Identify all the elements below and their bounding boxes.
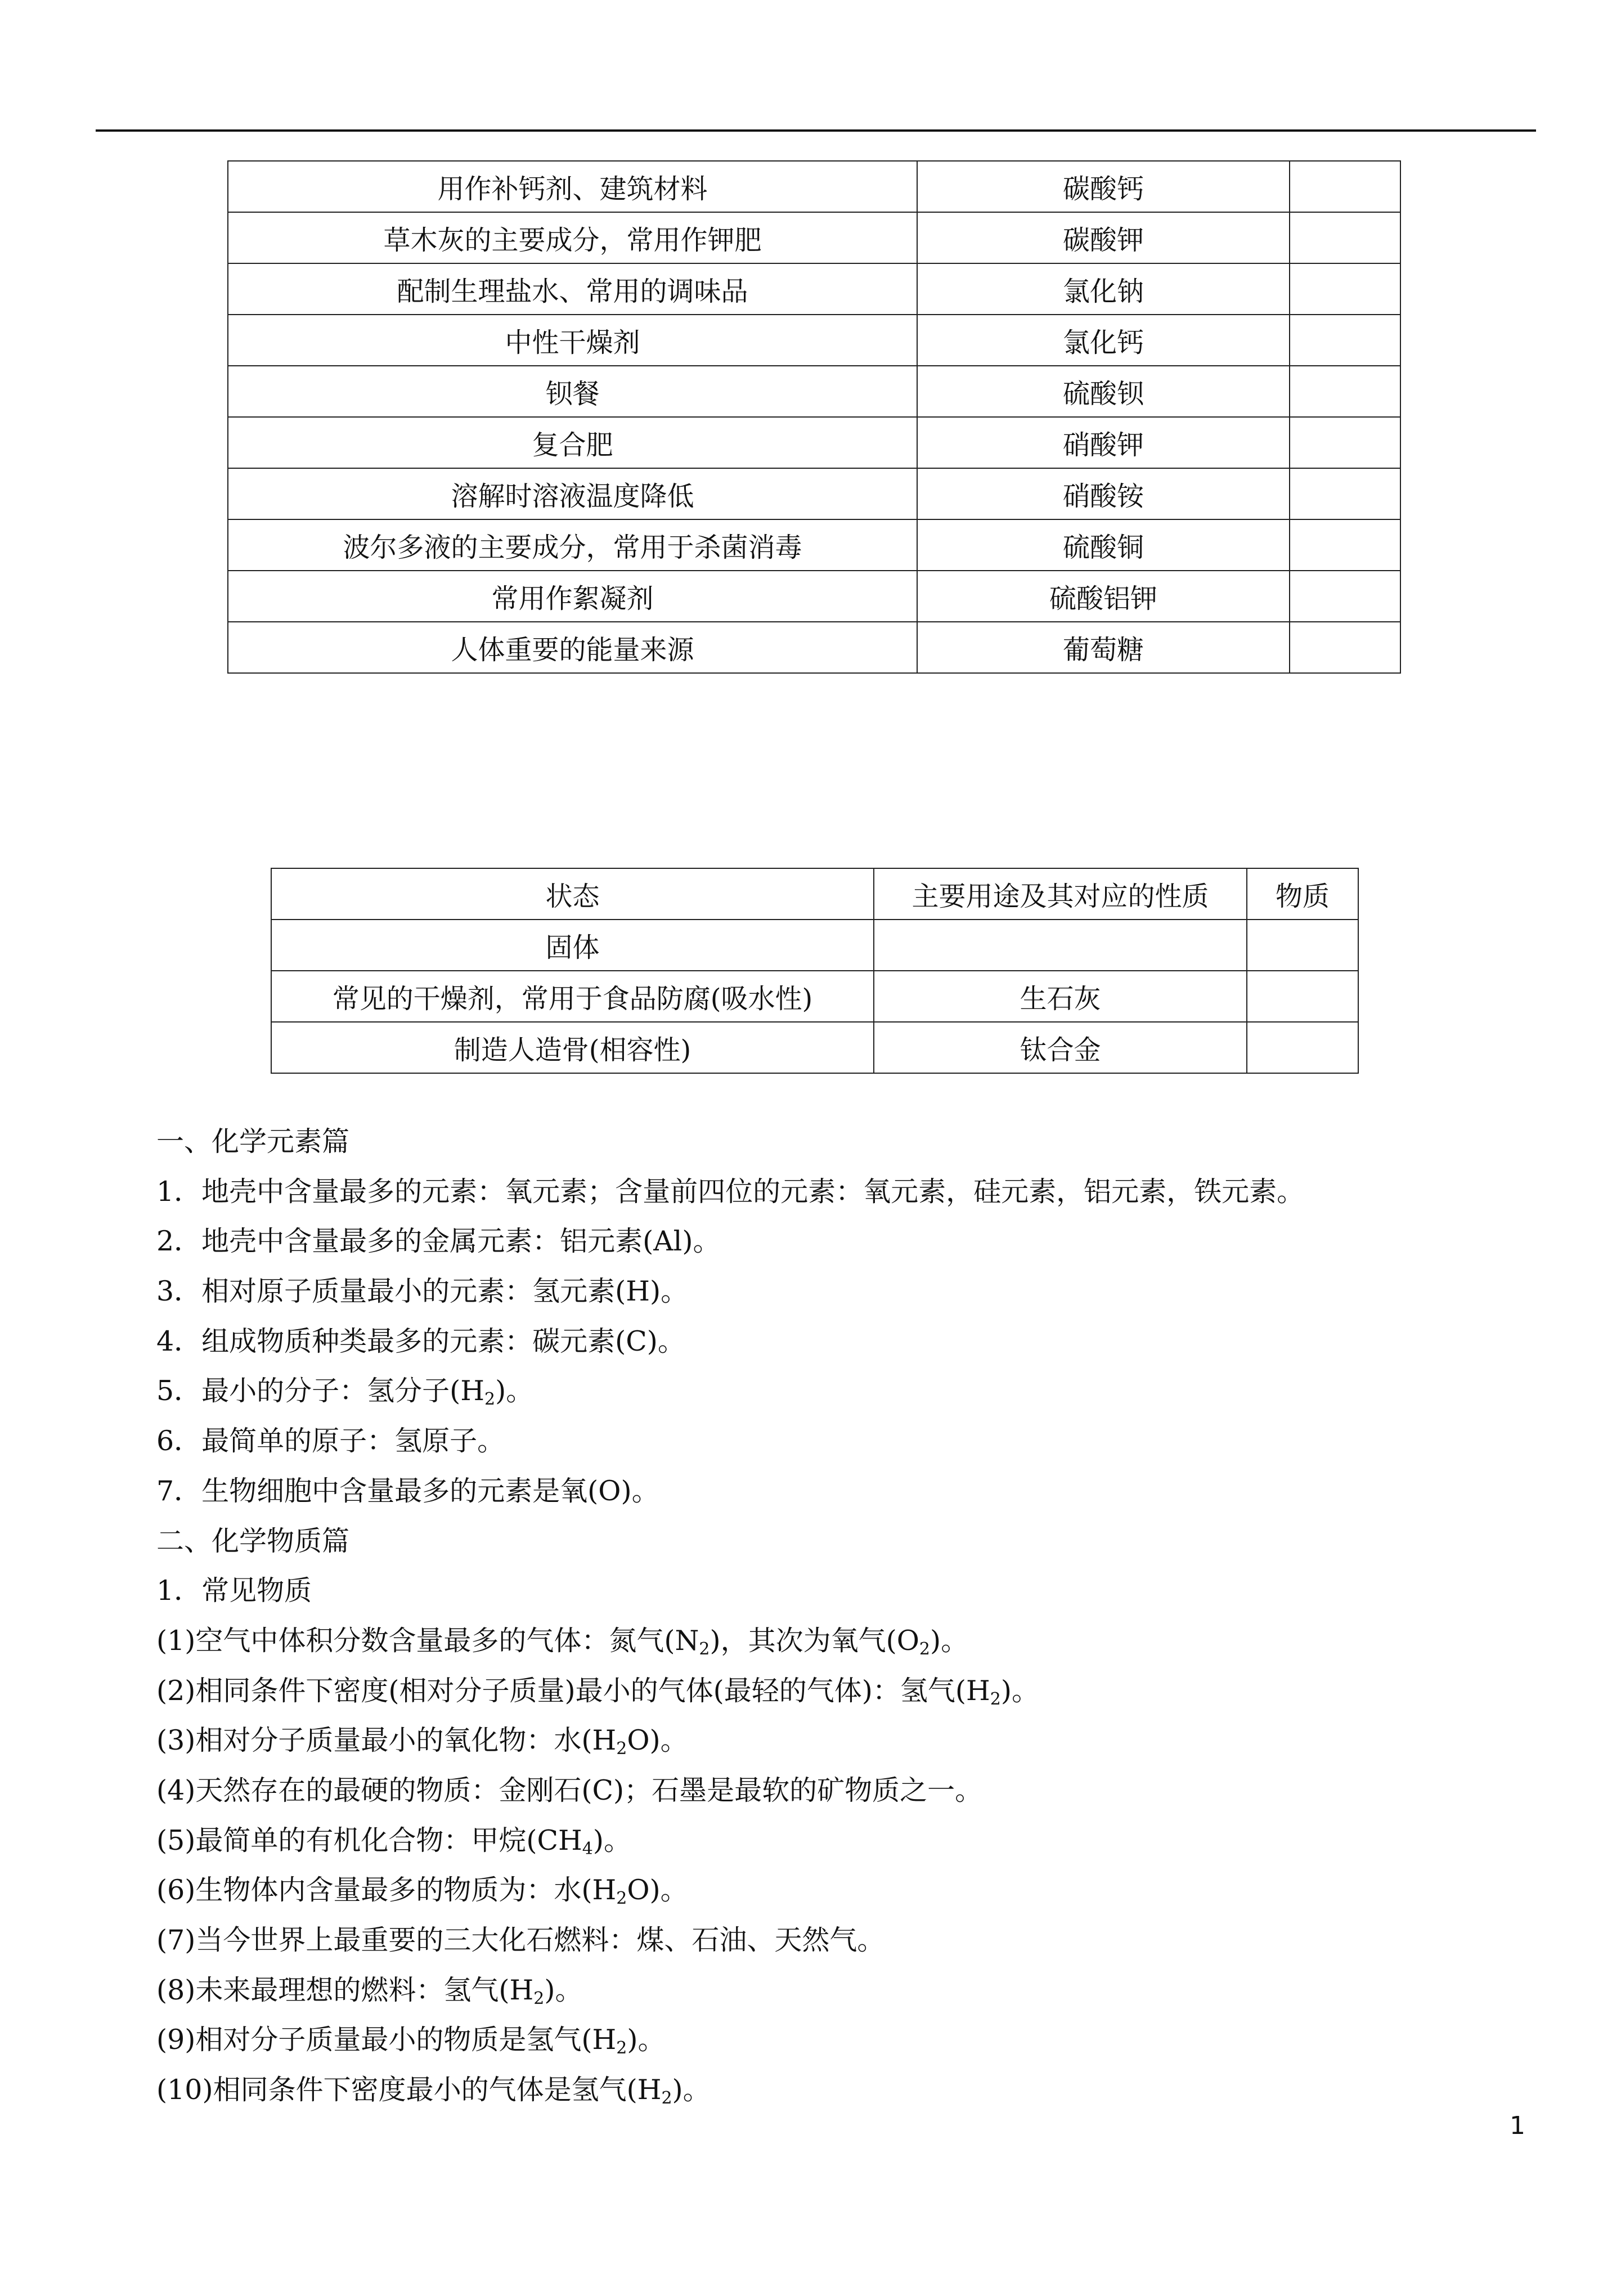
state-table	[271, 868, 1359, 1074]
table-cell	[1290, 161, 1400, 212]
text-line: (7)当今世界上最重要的三大化石燃料：煤、石油、天然气。	[156, 1924, 885, 1956]
text-line: (4)天然存在的最硬的物质：金刚石(C)；石墨是最软的矿物质之一。	[156, 1774, 983, 1806]
text-line: (8)未来最理想的燃料：氢气$(H_2)$。	[156, 1974, 583, 2008]
table-cell: 硝酸铵	[917, 468, 1290, 519]
text-line: 1．地壳中含量最多的元素：氧元素；含量前四位的元素：氧元素，硅元素，铝元素，铁元素。	[156, 1175, 1305, 1208]
table-cell: 用作补钙剂、建筑材料	[228, 161, 917, 212]
table-cell	[874, 920, 1247, 971]
table-row	[228, 417, 1400, 468]
text-line: (6)生物体内含量最多的物质为：水$(H_2O)$。	[156, 1874, 688, 1909]
table-row	[228, 315, 1400, 366]
table-cell	[1290, 468, 1400, 519]
text-line: 1．常见物质	[156, 1575, 312, 1607]
table-row	[271, 1022, 1358, 1073]
table-row	[228, 468, 1400, 519]
table-cell: 硫酸钡	[917, 366, 1290, 417]
table-row	[228, 519, 1400, 571]
table-row	[228, 571, 1400, 622]
text-line: (1)空气中体积分数含量最多的气体：氮气$(N_2)$，其次为氧气$(O_2)$。	[156, 1624, 969, 1659]
table-row	[228, 161, 1400, 212]
table-cell: 溶解时溶液温度降低	[228, 468, 917, 519]
text-line: (5)最简单的有机化合物：甲烷$(CH_4)$。	[156, 1824, 631, 1859]
table-cell: 硫酸铝钾	[917, 571, 1290, 622]
text-line: (2)相同条件下密度(相对分子质量)最小的气体(最轻的气体)：氢气$(H_2)$。	[156, 1674, 1039, 1709]
table-cell	[1247, 1022, 1358, 1073]
table-cell: 葡萄糖	[917, 622, 1290, 673]
text-line: 二、化学物质篇	[156, 1524, 350, 1557]
table-cell	[1290, 417, 1400, 468]
table-row	[271, 971, 1358, 1022]
table-cell: 碳酸钙	[917, 161, 1290, 212]
table-cell: 主要用途及其对应的性质	[874, 868, 1247, 920]
table-cell: 草木灰的主要成分，常用作钾肥	[228, 212, 917, 263]
table-row	[228, 366, 1400, 417]
table-cell: 氯化钙	[917, 315, 1290, 366]
table-cell: 钡餐	[228, 366, 917, 417]
table-cell: 复合肥	[228, 417, 917, 468]
table-cell: 状态	[271, 868, 874, 920]
table-cell: 人体重要的能量来源	[228, 622, 917, 673]
table-cell: 硫酸铜	[917, 519, 1290, 571]
table-row	[228, 263, 1400, 315]
text-line: 6．最简单的原子：氢原子。	[156, 1425, 505, 1458]
table-cell: 中性干燥剂	[228, 315, 917, 366]
table-row	[228, 622, 1400, 673]
table-row	[271, 920, 1358, 971]
table-cell	[1290, 263, 1400, 315]
table-cell	[1290, 212, 1400, 263]
text-line: (3)相对分子质量最小的氧化物：水$(H_2O)$。	[156, 1724, 688, 1759]
body-text	[156, 1117, 1518, 2115]
table-row	[228, 212, 1400, 263]
table-cell	[1290, 622, 1400, 673]
table-cell	[1290, 571, 1400, 622]
table-cell: 钛合金	[874, 1022, 1247, 1073]
text-line: 5．最小的分子：氢分子$(H_2)$。	[156, 1375, 534, 1410]
table-cell: 常用作絮凝剂	[228, 571, 917, 622]
table-cell	[1290, 366, 1400, 417]
table-cell	[1290, 315, 1400, 366]
table-cell: 常见的干燥剂，常用于食品防腐(吸水性)	[271, 971, 874, 1022]
page-number: 1	[1510, 2111, 1525, 2140]
header-rule	[96, 129, 1536, 132]
table-row	[271, 868, 1358, 920]
table-cell	[1290, 519, 1400, 571]
table-cell: 固体	[271, 920, 874, 971]
text-line: 7．生物细胞中含量最多的元素是氧(O)。	[156, 1474, 659, 1507]
table-cell: 配制生理盐水、常用的调味品	[228, 263, 917, 315]
text-line: 3．相对原子质量最小的元素：氢元素(H)。	[156, 1275, 689, 1308]
table-cell: 波尔多液的主要成分，常用于杀菌消毒	[228, 519, 917, 571]
text-line: (10)相同条件下密度最小的气体是氢气$(H_2)$。	[156, 2074, 711, 2109]
text-line: 4．组成物质种类最多的元素：碳元素(C)。	[156, 1325, 685, 1357]
uses-table	[227, 160, 1401, 674]
table-cell: 碳酸钾	[917, 212, 1290, 263]
text-line: 2．地壳中含量最多的金属元素：铝元素(Al)。	[156, 1225, 721, 1258]
table-cell: 生石灰	[874, 971, 1247, 1022]
table-cell: 硝酸钾	[917, 417, 1290, 468]
table-cell: 物质	[1247, 868, 1358, 920]
table-cell	[1247, 920, 1358, 971]
table-cell: 氯化钠	[917, 263, 1290, 315]
text-line: 一、化学元素篇	[156, 1125, 350, 1158]
text-line: (9)相对分子质量最小的物质是氢气$(H_2)$。	[156, 2024, 666, 2059]
table-cell: 制造人造骨(相容性)	[271, 1022, 874, 1073]
table-cell	[1247, 971, 1358, 1022]
